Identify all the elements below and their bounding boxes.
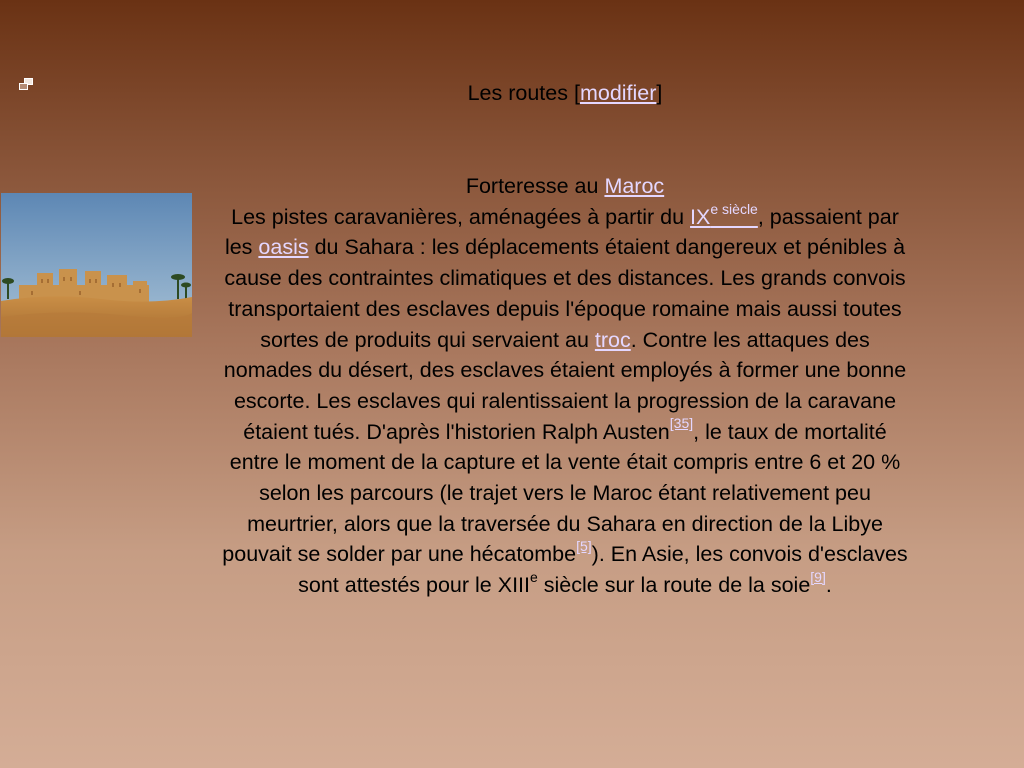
century-link-roman: IX <box>690 204 711 229</box>
citation-9[interactable]: [9] <box>810 568 826 585</box>
text-segment-7: siècle sur la route de la soie <box>537 573 811 598</box>
text-segment-1: Les pistes caravanières, aménagées à partir du <box>231 204 691 229</box>
section-heading <box>216 78 914 108</box>
text-segment-8: . <box>825 573 832 598</box>
maroc-link[interactable]: Maroc <box>604 174 665 198</box>
oasis-link[interactable]: oasis <box>258 235 309 260</box>
text-segment-6: ). En Asie, les convois d'esclaves sont attestés pour le XIII <box>298 542 908 598</box>
section-title: Les routes <box>467 81 568 105</box>
century-link[interactable] <box>690 200 758 229</box>
image-caption <box>216 171 914 202</box>
troc-link[interactable]: troc <box>594 327 631 352</box>
text-segment-5: , le taux de mortalité entre le moment de la capture et la vente était compris entre 6 et 20 % selon les parcours (le trajet vers le Maroc étant relativement peu meurtrier, alors que la traversée du Sahara en direction de la Libye pouvait se solder par une hécatombe <box>222 419 901 567</box>
citation-35[interactable]: [35] <box>669 415 694 432</box>
caption-text: Forteresse au <box>465 174 605 198</box>
century-superscript: e <box>530 568 538 585</box>
edit-link[interactable]: modifier <box>579 81 657 105</box>
text-segment-2: , passaient par les <box>224 204 899 260</box>
text-segment-3: du Sahara : les déplacements étaient dangereux et pénibles à cause des contraintes climatiques et des distances. Les grands convois transportaient des esclaves depuis l'époque romaine mais aussi toutes sortes de produits qui servaient au <box>224 235 906 352</box>
article-paragraph <box>216 202 914 601</box>
bracket-open: [ <box>573 81 580 105</box>
bracket-close: ] <box>656 81 663 105</box>
desert-fortress-photo[interactable] <box>1 193 192 337</box>
article-content <box>216 78 914 601</box>
enlarge-icon[interactable] <box>17 76 35 92</box>
citation-5[interactable]: [5] <box>576 538 592 555</box>
text-segment-4: . Contre les attaques des nomades du désert, des esclaves étaient employés à former une bonne escorte. Les esclaves qui ralentissaient la progression de la caravane étaient tués. D'après l'historien Ralph Austen <box>223 327 907 444</box>
century-link-sup: e siècle <box>710 200 758 217</box>
